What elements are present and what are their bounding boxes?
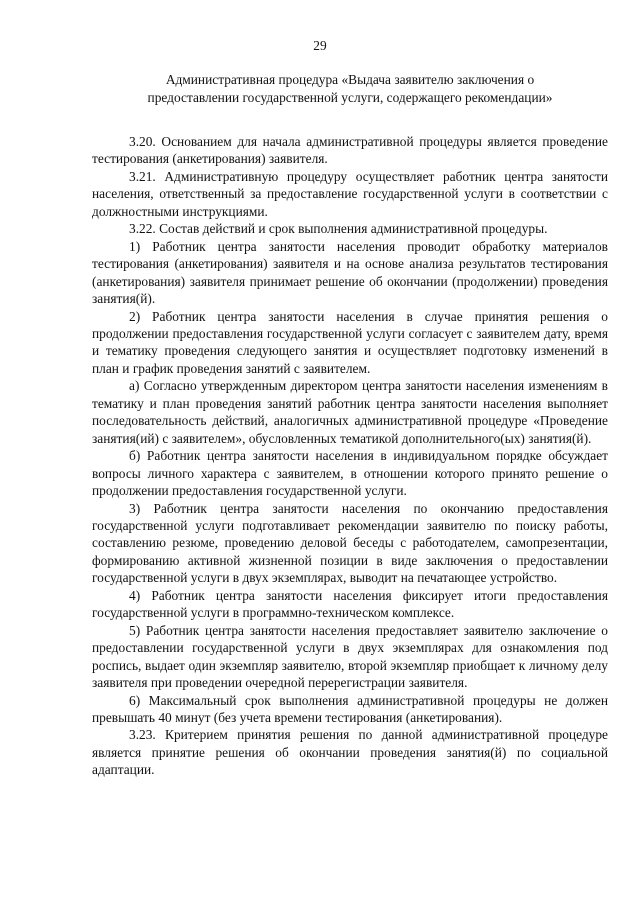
paragraph-item-2b: б) Работник центра занятости населения в индивидуальном порядке обсуждает вопросы личного характера с заявителем, в отношении которого принято решение о продолжении предоставления государственной услуги.: [92, 448, 608, 499]
section-heading: [92, 71, 608, 107]
page-number: 29: [313, 38, 327, 53]
paragraph-3-23: 3.23. Критерием принятия решения по данной административной процедуре является принятие решения об окончании проведения занятия(й) по социальной адаптации.: [92, 727, 608, 778]
paragraph-item-5: 5) Работник центра занятости населения предоставляет заявителю заключение о предоставлении государственной услуги в двух экземплярах для ознакомления под роспись, выдает один экземпляр заявителю, второй экземпляр приобщает к личному делу заявителя при проведении очередной перерегистрации заявителя.: [92, 622, 608, 691]
paragraph-3-20: 3.20. Основанием для начала административной процедуры является проведение тестирования (анкетирования) заявителя.: [92, 134, 608, 167]
section-heading-line-2: предоставлении государственной услуги, содержащего рекомендации»: [147, 90, 553, 105]
paragraph-3-21: 3.21. Административную процедуру осуществляет работник центра занятости населения, ответственный за предоставление государственной услуги в соответствии с должностными инструкциями.: [92, 168, 608, 219]
paragraph-3-22: 3.22. Состав действий и срок выполнения административной процедуры.: [129, 221, 548, 237]
section-heading-line-1: Административная процедура «Выдача заявителю заключения о: [165, 72, 535, 87]
paragraph-item-6: 6) Максимальный срок выполнения административной процедуры не должен превышать 40 минут (без учета времени тестирования (анкетирования).: [92, 692, 608, 725]
paragraph-item-4: 4) Работник центра занятости населения фиксирует итоги предоставления государственной услуги в программно-техническом комплексе.: [92, 587, 608, 621]
document-body: [92, 133, 608, 779]
paragraph-item-2: 2) Работник центра занятости населения в случае принятия решения о продолжении предоставления государственной услуги согласует с заявителем дату, время и тематику проведения следующего занятия и осуществляет подготовку изменений в план и график проведения занятий с заявителем.: [92, 308, 608, 376]
paragraph-item-3: 3) Работник центра занятости населения по окончанию предоставления государственной услуги подготавливает рекомендации заявителю по поиску работы, составлению резюме, проведению деловой беседы с работодателем, самопрезентации, формированию активной жизненной позиции в виде заключения о предоставлении государственной услуги в двух экземплярах, выводит на печатающее устройство.: [92, 500, 608, 586]
paragraph-item-2a: а) Согласно утвержденным директором центра занятости населения изменениям в тематику и план проведения занятий работник центра занятости населения выполняет последовательность действий, аналогичных административной процедуре «Проведение занятия(ий) с заявителем», обусловленных тематикой дополнительного(ых) занятия(й).: [92, 378, 608, 446]
paragraph-item-1: 1) Работник центра занятости населения проводит обработку материалов тестирования (анкетирования) заявителя и на основе анализа результатов тестирования (анкетирования) заявителя принимает решение об окончании (продолжении) проведения занятия(й).: [92, 238, 608, 307]
